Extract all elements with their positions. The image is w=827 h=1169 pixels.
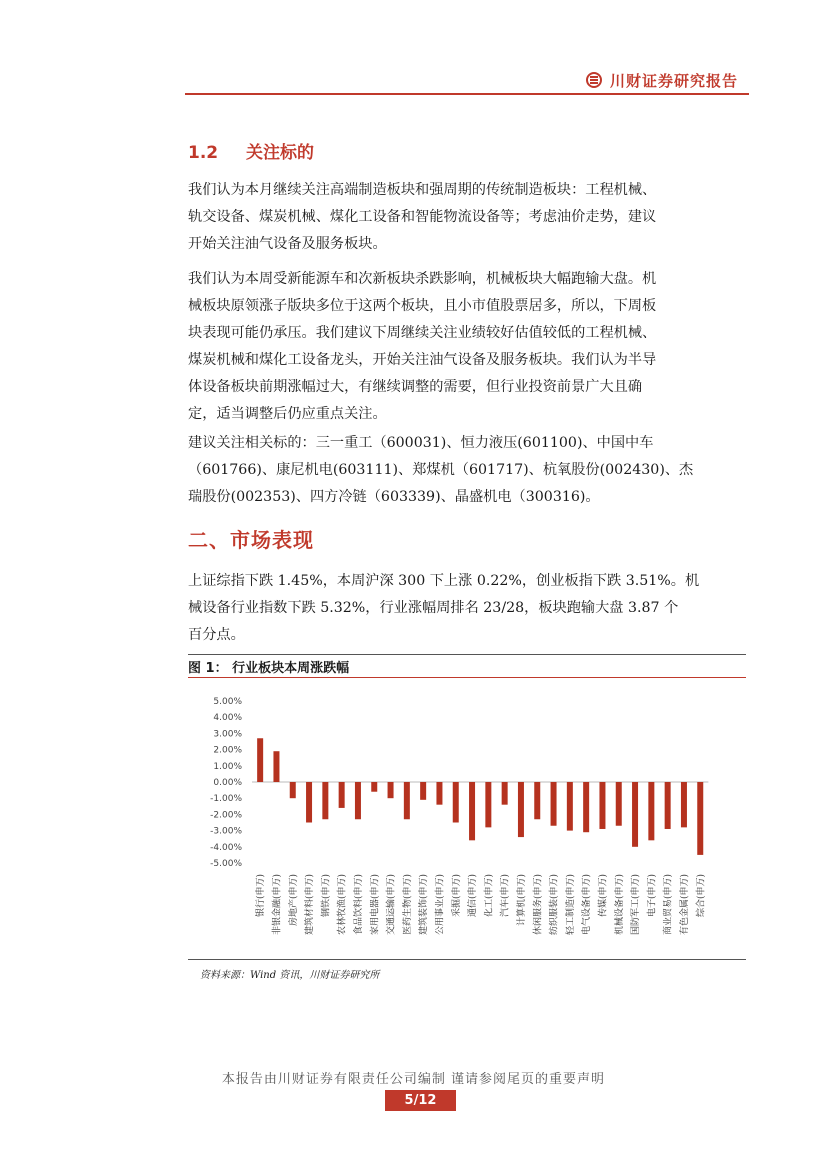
y-tick-label: -2.00%: [210, 810, 242, 821]
bar: [648, 782, 654, 840]
bar: [388, 782, 394, 798]
category-label: 采掘(申万): [451, 874, 462, 918]
text-line: （601766)、康尼机电(603111)、郑煤机（601717)、杭氧股份(002430)、杰: [188, 462, 694, 478]
paragraph-focus-sectors: [188, 177, 748, 258]
bar: [485, 782, 491, 827]
category-label: 轻工制造(申万): [565, 874, 576, 936]
bar: [306, 782, 312, 823]
category-label: 农林牧渔(申万): [337, 874, 348, 936]
category-label: 化工(申万): [484, 874, 495, 918]
category-label: 电气设备(申万): [582, 874, 593, 936]
bar: [453, 782, 459, 823]
figure-bottom-rule: [188, 959, 746, 960]
category-label: 交通运输(申万): [386, 874, 397, 936]
bar: [469, 782, 475, 840]
category-label: 公用事业(申万): [435, 874, 446, 936]
text-line: 百分点。: [188, 627, 245, 643]
text-line: 械设备行业指数下跌 5.32%，行业涨幅周排名 23/28，板块跑输大盘 3.87 个: [188, 600, 679, 616]
heading-market-performance: 二、市场表现: [188, 528, 314, 552]
category-label: 传媒(申万): [598, 874, 609, 918]
category-label: 食品饮料(申万): [353, 874, 364, 936]
page-number: 5/12: [385, 1090, 456, 1111]
figure-title: 图 1： 行业板块本周涨跌幅: [188, 661, 350, 676]
text-line: 轨交设备、煤炭机械、煤化工设备和智能物流设备等；考虑油价走势，建议: [188, 209, 657, 225]
bar: [534, 782, 540, 819]
bar: [681, 782, 687, 827]
bar: [339, 782, 345, 808]
bar: [322, 782, 328, 819]
y-tick-label: 2.00%: [213, 745, 242, 756]
figure-source: 资料来源：Wind 资讯，川财证券研究所: [200, 970, 380, 981]
y-tick-label: -4.00%: [210, 842, 242, 853]
bar: [502, 782, 508, 805]
category-label: 国防军工(申万): [631, 874, 642, 936]
section-number: 1.2: [188, 143, 219, 163]
bar: [583, 782, 589, 832]
y-tick-label: 3.00%: [213, 729, 242, 740]
header-rule: [185, 93, 749, 95]
y-tick-label: -5.00%: [210, 859, 242, 869]
bar: [290, 782, 296, 798]
text-line: 块表现可能仍承压。我们建议下周继续关注业绩较好估值较低的工程机械、: [188, 325, 657, 341]
figure-title-rule: [188, 677, 746, 678]
text-line: 械板块原领涨子版块多位于这两个板块，且小市值股票居多，所以，下周板: [188, 298, 657, 314]
y-tick-label: 5.00%: [213, 697, 242, 707]
text-line: 开始关注油气设备及服务板块。: [188, 236, 387, 252]
category-label: 计算机(申万): [516, 874, 527, 927]
figure-top-rule: [188, 654, 746, 655]
category-label: 建筑装饰(申万): [419, 874, 430, 936]
category-label: 商业贸易(申万): [663, 874, 674, 936]
bar: [257, 738, 263, 782]
text-line: 我们认为本月继续关注高端制造板块和强周期的传统制造板块：工程机械、: [188, 182, 657, 198]
bar: [567, 782, 573, 831]
brand: [586, 70, 738, 90]
category-label: 电子(申万): [647, 874, 658, 918]
bar: [551, 782, 557, 826]
bar: [632, 782, 638, 847]
bar: [518, 782, 524, 837]
sector-change-chart: [188, 680, 744, 956]
y-tick-label: -1.00%: [210, 794, 242, 805]
bar: [697, 782, 703, 855]
text-line: 上证综指下跌 1.45%，本周沪深 300 下上涨 0.22%，创业板指下跌 3.51%。机: [188, 573, 700, 589]
y-tick-label: 1.00%: [213, 761, 242, 772]
text-line: 瑞股份(002353)、四方冷链（603339)、晶盛机电（300316)。: [188, 489, 600, 505]
bar: [371, 782, 377, 792]
y-axis: [210, 697, 242, 869]
text-line: 定，适当调整后仍应重点关注。: [188, 406, 387, 422]
category-labels: [254, 874, 706, 935]
category-label: 通信(申万): [468, 874, 479, 918]
footer-disclaimer: 本报告由川财证券有限责任公司编制 谨请参阅尾页的重要声明: [221, 1072, 606, 1087]
brand-logo-icon: [586, 72, 602, 88]
text-line: 煤炭机械和煤化工设备龙头，开始关注油气设备及服务板块。我们认为半导: [188, 352, 657, 368]
category-label: 纺织服装(申万): [549, 874, 560, 936]
bar: [436, 782, 442, 805]
category-label: 家用电器(申万): [370, 874, 381, 936]
bar: [616, 782, 622, 826]
paragraph-recommended-stocks: [188, 430, 748, 511]
y-tick-label: 4.00%: [213, 713, 242, 724]
bar: [404, 782, 410, 819]
brand-name: 川财证券研究报告: [610, 71, 739, 90]
bar-series: [257, 738, 703, 855]
text-line: 建议关注相关标的：三一重工（600031)、恒力液压(601100)、中国中车: [188, 435, 654, 451]
paragraph-market-summary: [188, 568, 748, 649]
bar: [665, 782, 671, 829]
section-title: [188, 138, 314, 163]
y-tick-label: -3.00%: [210, 826, 242, 837]
category-label: 有色金属(申万): [679, 874, 690, 936]
category-label: 机械设备(申万): [614, 874, 625, 936]
category-label: 钢铁(申万): [321, 874, 332, 918]
text-line: 体设备板块前期涨幅过大，有继续调整的需要，但行业投资前景广大且确: [188, 379, 643, 395]
category-label: 非银金融(申万): [272, 874, 283, 936]
category-label: 汽车(申万): [500, 874, 511, 918]
bar: [420, 782, 426, 800]
category-label: 房地产(申万): [288, 874, 299, 927]
category-label: 医药生物(申万): [402, 874, 413, 936]
category-label: 休闲服务(申万): [533, 874, 544, 936]
category-label: 综合(申万): [696, 874, 707, 918]
section-title-text: 关注标的: [246, 143, 314, 163]
category-label: 建筑材料(申万): [305, 874, 316, 936]
bar: [355, 782, 361, 819]
y-tick-label: 0.00%: [213, 778, 242, 788]
text-line: 我们认为本周受新能源车和次新板块杀跌影响，机械板块大幅跑输大盘。机: [188, 271, 657, 287]
paragraph-weekly-view: [188, 266, 748, 428]
category-label: 银行(申万): [256, 874, 267, 918]
bar: [599, 782, 605, 829]
bar: [273, 751, 279, 782]
